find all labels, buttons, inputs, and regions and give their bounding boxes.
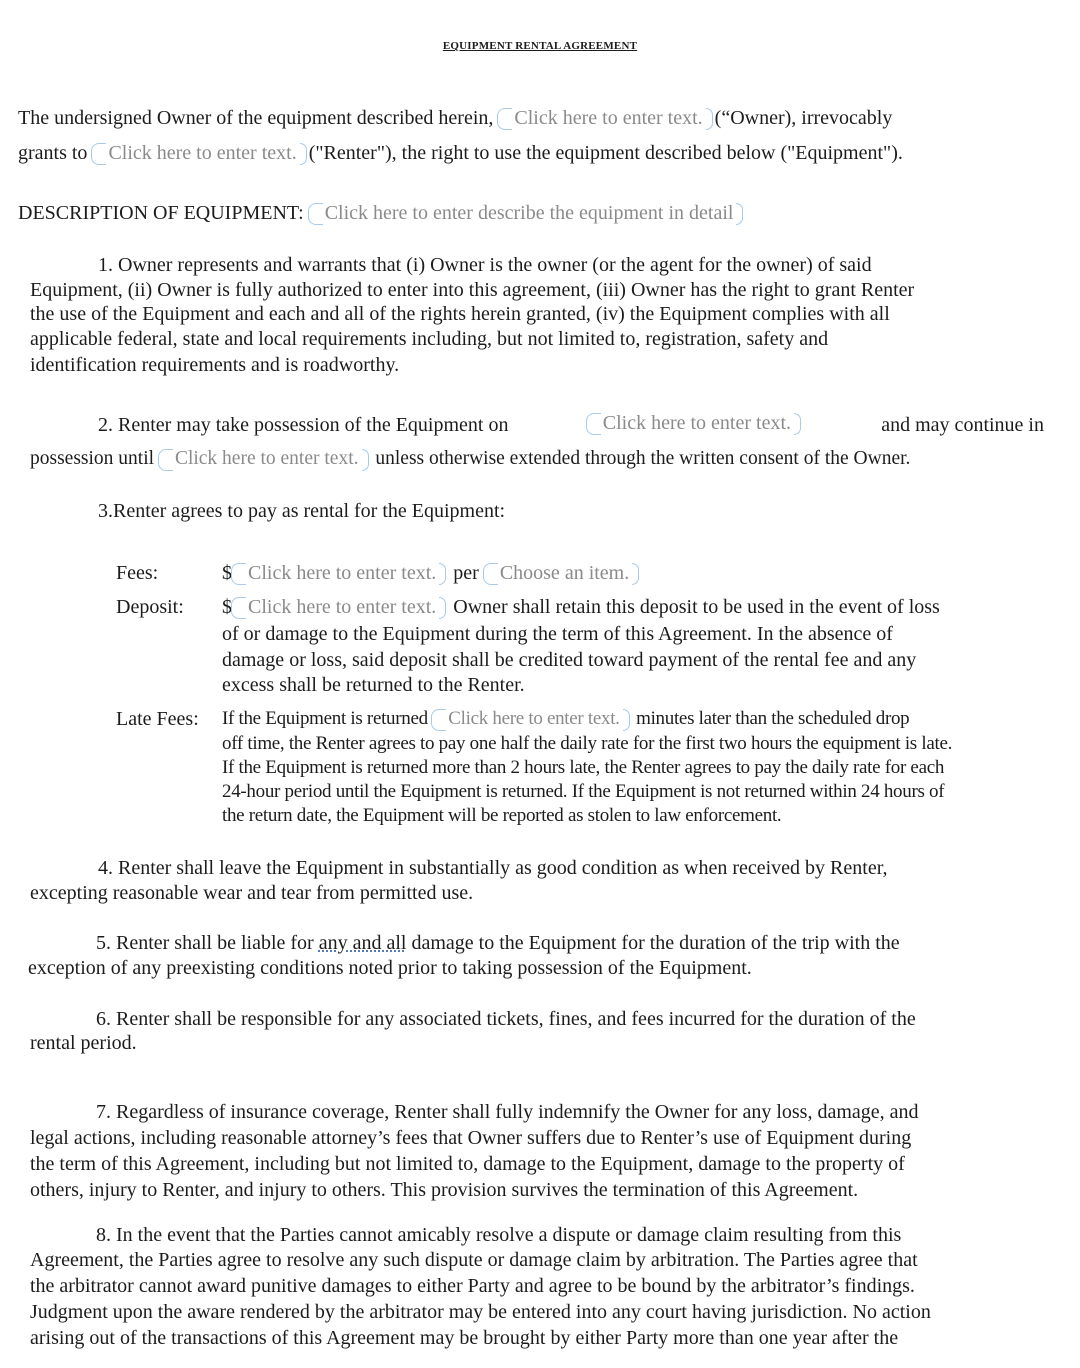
fee-amount-field[interactable]: Click here to enter text. [234,562,446,585]
fees-line [222,560,641,586]
late-fees-text-line: the return date, the Equipment will be reported as stolen to law enforcement. [222,805,782,826]
description-line [18,200,745,226]
clause-8-line: Agreement, the Parties agree to resolve any such dispute or damage claim by arbitration. The Parties agree that [30,1249,918,1271]
clause-5-text: 5. Renter shall be liable for [96,932,314,954]
late-fees-text-line: If the Equipment is returned more than 2 hours late, the Renter agrees to pay the daily rate for each [222,757,945,778]
clause-2-text: unless otherwise extended through the written consent of the Owner. [375,448,911,469]
renter-name-field[interactable]: Click here to enter text. [94,142,306,165]
late-fees-text: minutes later than the scheduled drop [636,708,910,729]
fees-label: Fees: [116,562,159,584]
late-fees-text: If the Equipment is returned [222,708,428,729]
page-title: EQUIPMENT RENTAL AGREEMENT [442,40,638,52]
intro-text: grants to [18,142,88,164]
possession-start-date-field[interactable]: Click here to enter text. [589,412,801,438]
deposit-text-line: of or damage to the Equipment during the term of this Agreement. In the absence of [222,623,893,645]
owner-name-field[interactable]: Click here to enter text. [500,107,712,130]
clause-1-line: 1. Owner represents and warrants that (i) Owner is the owner (or the agent for the owner) of said [98,254,872,276]
clause-1-line: applicable federal, state and local requirements including, but not limited to, registration, safety and [30,328,829,350]
clause-4-line: 4. Renter shall leave the Equipment in substantially as good condition as when received by Renter, [98,857,888,879]
clause-2-text: possession until [30,448,155,469]
description-label: DESCRIPTION OF EQUIPMENT: [18,202,304,224]
clause-7-line: the term of this Agreement, including but not limited to, damage to the Equipment, damage to the property of [30,1153,905,1175]
late-fees-line [222,706,909,732]
late-fees-label: Late Fees: [116,708,199,730]
deposit-label: Deposit: [116,596,184,618]
fee-period-dropdown[interactable]: Choose an item. [486,562,639,585]
clause-4-line: excepting reasonable wear and tear from permitted use. [30,882,474,904]
per-text: per [453,562,479,584]
possession-end-date-field[interactable]: Click here to enter text. [161,448,369,471]
clause-2-line-2 [30,446,910,472]
clause-2-text: 2. Renter may take possession of the Equipment on [98,414,509,436]
deposit-line [222,594,940,620]
clause-3-heading: 3.Renter agrees to pay as rental for the Equipment: [98,500,506,522]
clause-6-line: rental period. [30,1032,137,1054]
intro-line-2 [18,140,903,166]
clause-5-line-2: exception of any preexisting conditions noted prior to taking possession of the Equipment. [28,957,752,979]
intro-line-1 [18,105,892,131]
clause-7-line: others, injury to Renter, and injury to others. This provision survives the termination of this Agreement. [30,1179,859,1201]
deposit-amount-field[interactable]: Click here to enter text. [234,596,446,619]
clause-1-line: the use of the Equipment and each and all of the rights herein granted, (iv) the Equipment complies with all [30,303,890,325]
clause-2-line-1 [98,412,1044,438]
equipment-description-field[interactable]: Click here to enter describe the equipment in detail [311,202,744,225]
currency-symbol: $ [222,596,232,618]
intro-text: ("Renter"), the right to use the equipment described below ("Equipment"). [308,142,903,164]
clause-2-text: and may continue in [881,414,1044,436]
clause-6-line: 6. Renter shall be responsible for any associated tickets, fines, and fees incurred for the duration of the [96,1008,916,1030]
intro-text: The undersigned Owner of the equipment described herein, [18,107,494,129]
late-fees-text-line: off time, the Renter agrees to pay one half the daily rate for the first two hours the equipment is late. [222,733,953,754]
clause-5-emphasis: any and all [318,932,407,954]
deposit-text-line: excess shall be returned to the Renter. [222,674,525,696]
clause-1-line: identification requirements and is roadworthy. [30,354,400,376]
clause-8-line: arising out of the transactions of this Agreement may be brought by either Party more than one year after the [30,1327,899,1349]
clause-7-line: 7. Regardless of insurance coverage, Renter shall fully indemnify the Owner for any loss, damage, and [96,1101,919,1123]
late-fees-text-line: 24-hour period until the Equipment is returned. If the Equipment is not returned within 24 hours of [222,781,945,802]
clause-5-text: damage to the Equipment for the duration of the trip with the [411,932,900,954]
late-minutes-field[interactable]: Click here to enter text. [434,708,629,731]
clause-8-line: 8. In the event that the Parties cannot amicably resolve a dispute or damage claim resulting from this [96,1224,902,1246]
clause-8-line: the arbitrator cannot award punitive damages to either Party and agree to be bound by the arbitrator’s findings. [30,1275,915,1297]
currency-symbol: $ [222,562,232,584]
clause-1-line: Equipment, (ii) Owner is fully authorized to enter into this agreement, (iii) Owner has the right to grant Renter [30,279,915,301]
deposit-text-line: damage or loss, said deposit shall be credited toward payment of the rental fee and any [222,649,917,671]
intro-text: (“Owner), irrevocably [714,107,893,129]
deposit-text: Owner shall retain this deposit to be used in the event of loss [453,596,940,618]
clause-7-line: legal actions, including reasonable attorney’s fees that Owner suffers due to Renter’s use of Equipment during [30,1127,912,1149]
clause-5-line-1 [96,930,900,956]
clause-8-line: Judgment upon the aware rendered by the arbitrator may be entered into any court having jurisdiction. No action [30,1301,931,1323]
